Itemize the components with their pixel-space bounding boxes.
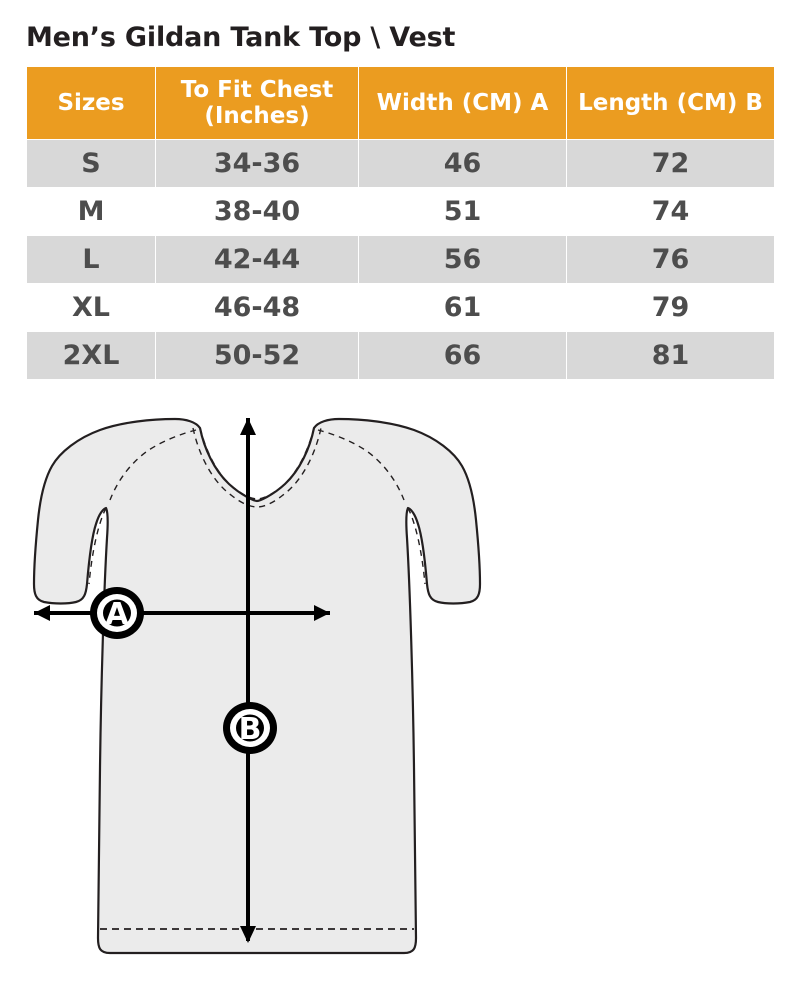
- cell-chest: 34-36: [156, 140, 359, 188]
- cell-width: 66: [359, 332, 567, 380]
- measure-b-badge: [223, 702, 277, 754]
- garment-body-path: [34, 419, 480, 953]
- table-row: [27, 140, 775, 188]
- column-header-length: Length (CM) B: [567, 67, 775, 140]
- table-row: [27, 188, 775, 236]
- cell-chest: 38-40: [156, 188, 359, 236]
- cell-length: 76: [567, 236, 775, 284]
- measure-b-label: B: [238, 712, 262, 747]
- cell-length: 74: [567, 188, 775, 236]
- cell-chest: 46-48: [156, 284, 359, 332]
- measure-a-label: A: [105, 597, 129, 632]
- column-header-chest: To Fit Chest (Inches): [156, 67, 359, 140]
- cell-width: 46: [359, 140, 567, 188]
- column-header-sizes: Sizes: [27, 67, 156, 140]
- cell-chest: 42-44: [156, 236, 359, 284]
- cell-size: XL: [27, 284, 156, 332]
- cell-chest: 50-52: [156, 332, 359, 380]
- column-header-width: Width (CM) A: [359, 67, 567, 140]
- cell-size: L: [27, 236, 156, 284]
- cell-length: 81: [567, 332, 775, 380]
- cell-size: S: [27, 140, 156, 188]
- table-header-row: [27, 67, 775, 140]
- table-row: [27, 284, 775, 332]
- cell-width: 51: [359, 188, 567, 236]
- garment-diagram: [0, 408, 800, 985]
- cell-width: 56: [359, 236, 567, 284]
- cell-width: 61: [359, 284, 567, 332]
- table-row: [27, 236, 775, 284]
- size-chart-table: [26, 66, 775, 380]
- cell-length: 79: [567, 284, 775, 332]
- tank-top-outline: [34, 419, 480, 953]
- cell-length: 72: [567, 140, 775, 188]
- table-row: [27, 332, 775, 380]
- cell-size: 2XL: [27, 332, 156, 380]
- page-title: Men’s Gildan Tank Top \ Vest: [26, 22, 456, 53]
- cell-size: M: [27, 188, 156, 236]
- measure-a-badge: [90, 587, 144, 639]
